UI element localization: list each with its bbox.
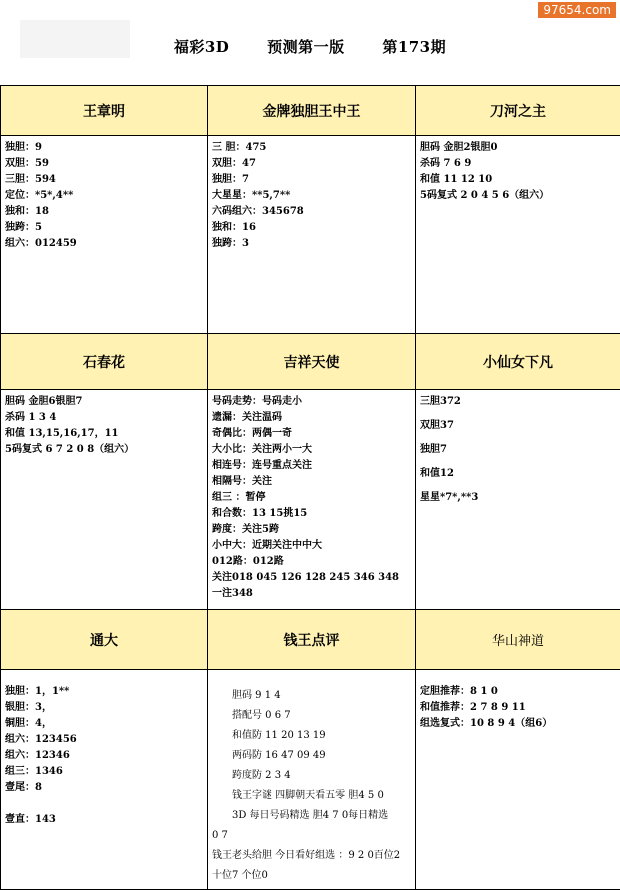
text-line: 定胆推荐：8 1 0: [420, 684, 616, 700]
text-line: 大星星：**5,7**: [212, 188, 411, 204]
text-line: 独胆：9: [5, 140, 203, 156]
text-line: 相连号：连号重点关注: [212, 458, 411, 474]
text-line: [5, 796, 203, 812]
text-line: 小中大：近期关注中中大: [212, 538, 411, 554]
header-daohe: 刀河之主: [416, 86, 620, 136]
text-line: 独胆：7: [212, 172, 411, 188]
header-huashan: 华山神道: [416, 610, 620, 670]
text-line: 独跨：5: [5, 220, 203, 236]
content-xiaoxian: [416, 390, 620, 518]
header-tongda: 通大: [1, 610, 208, 670]
text-line: 钱王老头给胆 今日看好组选 ：9 2 0百位2 十位7 个位0: [212, 846, 411, 886]
header-jixiang: 吉祥天使: [208, 334, 416, 390]
text-line: 012路：012路: [212, 554, 411, 570]
text-line: 组六：12346: [5, 748, 203, 764]
text-line: 独胆7: [420, 442, 616, 458]
text-line: 组六：012459: [5, 236, 203, 252]
text-line: 跨度防 2 3 4: [212, 766, 411, 786]
text-line: 和值防 11 20 13 19: [212, 726, 411, 746]
text-line: 一注348: [212, 586, 411, 602]
content-jixiang: [208, 390, 415, 606]
text-line: 钱王字谜 四脚朝天看五零 胆4 5 0: [212, 786, 411, 806]
prediction-table: [0, 85, 620, 890]
text-line: 壹尾：8: [5, 780, 203, 796]
text-line: 组三 ：暂停: [212, 490, 411, 506]
text-line: 和合数：13 15挑15: [212, 506, 411, 522]
text-line: 独跨：3: [212, 236, 411, 252]
text-line: 三 胆：475: [212, 140, 411, 156]
text-line: 胆码 9 1 4: [212, 686, 411, 706]
text-line: 组六：123456: [5, 732, 203, 748]
content-huashan: [416, 670, 620, 736]
text-line: 双胆：47: [212, 156, 411, 172]
text-line: 大小比：关注两小一大: [212, 442, 411, 458]
text-line: 独和：16: [212, 220, 411, 236]
text-line: 组三：1346: [5, 764, 203, 780]
title-issue: 第173期: [382, 38, 446, 56]
text-line: 5码复式 2 0 4 5 6（组六）: [420, 188, 616, 204]
text-line: 铜胆：4，: [5, 716, 203, 732]
text-line: 三胆372: [420, 394, 616, 410]
header-xiaoxian: 小仙女下凡: [416, 334, 620, 390]
text-line: 两码防 16 47 09 49: [212, 746, 411, 766]
text-line: 跨度：关注5跨: [212, 522, 411, 538]
content-tongda: [1, 670, 207, 832]
text-line: 遗漏：关注温码: [212, 410, 411, 426]
text-line: 星星*7*,**3: [420, 490, 616, 506]
text-line: 胆码 金胆6银胆7: [5, 394, 203, 410]
content-daohe: [416, 136, 620, 208]
text-line: 壹直：143: [5, 812, 203, 828]
text-line: 搭配号 0 6 7: [212, 706, 411, 726]
content-shi-chunhua: [1, 390, 207, 462]
header-jinpai: 金牌独胆王中王: [208, 86, 416, 136]
text-line: 胆码 金胆2银胆0: [420, 140, 616, 156]
text-line: 定位：*5*,4**: [5, 188, 203, 204]
text-line: 银胆：3，: [5, 700, 203, 716]
text-line: 三胆：594: [5, 172, 203, 188]
text-line: 3D 每日号码精选 胆4 7 0每日精选: [212, 806, 411, 826]
text-line: 号码走势：号码走小: [212, 394, 411, 410]
text-line: 和值推荐：2 7 8 9 11: [420, 700, 616, 716]
header-qianwang: 钱王点评: [208, 610, 416, 670]
title-lottery: 福彩3D: [174, 38, 229, 56]
text-line: 双胆37: [420, 418, 616, 434]
content-qianwang: [208, 670, 415, 886]
page-title: [0, 36, 620, 57]
site-watermark[interactable]: 97654.com: [538, 2, 616, 18]
page-header: [0, 0, 620, 85]
text-line: 杀码 7 6 9: [420, 156, 616, 172]
content-wang-zhangming: [1, 136, 207, 256]
text-line: 和值12: [420, 466, 616, 482]
text-line: 杀码 1 3 4: [5, 410, 203, 426]
text-line: 独和：18: [5, 204, 203, 220]
header-wang-zhangming: 王章明: [1, 86, 208, 136]
text-line: 和值 13,15,16,17，11: [5, 426, 203, 442]
text-line: 0 7: [212, 826, 411, 846]
header-shi-chunhua: 石春花: [1, 334, 208, 390]
content-jinpai: [208, 136, 415, 256]
text-line: 相隔号：关注: [212, 474, 411, 490]
text-line: 独胆：1，1**: [5, 684, 203, 700]
text-line: 组选复式：10 8 9 4（组6）: [420, 716, 616, 732]
text-line: 奇偶比：两偶一奇: [212, 426, 411, 442]
title-edition: 预测第一版: [267, 38, 345, 56]
text-line: 5码复式 6 7 2 0 8（组六）: [5, 442, 203, 458]
text-line: 六码组六：345678: [212, 204, 411, 220]
text-line: 双胆：59: [5, 156, 203, 172]
text-line: 和值 11 12 10: [420, 172, 616, 188]
text-line: 关注018 045 126 128 245 346 348: [212, 570, 411, 586]
